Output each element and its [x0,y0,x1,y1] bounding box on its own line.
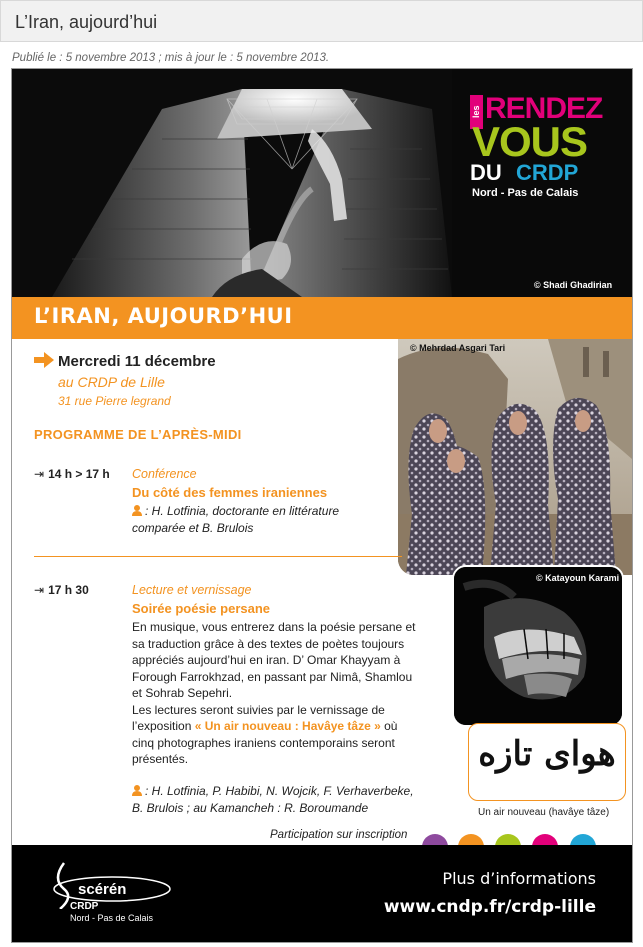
hands-photo-illustration [454,567,622,725]
logo-du: DU [470,160,502,185]
program-heading: PROGRAMME DE L’APRÈS-MIDI [34,427,242,442]
session2-description [132,619,462,768]
section-divider [34,556,402,557]
session2-line: Les lectures seront suivies par le vernissage de [132,702,385,717]
session1-speakers-line1: : H. Lotfinia, doctorante en littérature [145,504,340,518]
footer-region: Nord - Pas de Calais [70,913,154,923]
tab-arrow-icon: ⇥ [34,583,45,597]
footer-crdp: CRDP [70,901,99,912]
session1-title: Du côté des femmes iraniennes [132,485,328,500]
event-poster-image [11,68,633,943]
logo-vous: VOUS [472,118,588,165]
session1-category: Conférence [132,467,197,481]
arrow-right-icon [34,352,54,368]
women-photo-credit: © Mehrdad Asgari Tari [410,343,506,353]
sceren-logo [42,859,182,909]
session2-line: Forough Farrokhzad, en passant par Nimâ, Shamlou [132,669,413,684]
person-icon [132,505,142,516]
session1-time-text: 14 h > 17 h [48,467,110,481]
session2-category: Lecture et vernissage [132,583,252,597]
calligraphy-box [468,723,626,801]
article-title: L’Iran, aujourd’hui [15,12,158,32]
article-title-bar [0,0,643,42]
session2-time [34,583,89,597]
event-address: 31 rue Pierre legrand [58,394,171,408]
session2-speakers [132,783,414,816]
session2-line: et Sohrab Sepehri. [132,686,233,700]
expo-title: « Un air nouveau : Havâye tâze » [194,719,381,733]
session1-speakers [132,503,339,536]
expo-prefix: l’exposition [132,719,195,733]
tab-arrow-icon: ⇥ [34,467,45,481]
session2-line: cinq photographes iraniens contemporains seront [132,735,395,750]
hero-photo [12,69,632,297]
hands-photo [452,565,624,727]
logo-crdp: CRDP [516,160,579,185]
women-photo [398,339,632,575]
registration-note: Participation sur inscription [270,829,408,841]
session2-line: appréciés aujourd’hui en iran. D’ Omar Khayyam à [132,653,401,667]
calligraphy-caption: Un air nouveau (havâye tâze) [478,807,610,818]
session2-speakers-line1: : H. Lotfinia, P. Habibi, N. Wojcik, F. Verhaverbeke, [145,784,414,798]
persian-calligraphy: هوای تازه [478,734,616,774]
sceren-wordmark: scérén [78,881,127,898]
session2-title: Soirée poésie persane [132,601,271,616]
women-photo-illustration [398,339,632,575]
hands-photo-credit: © Katayoun Karami [536,573,620,583]
logo-les: les [470,95,483,129]
session2-line: sa traduction grâce à des textes de poètes toujours [132,636,405,651]
session2-speakers-line2: B. Brulois ; au Kamancheh : R. Boroumande [132,800,369,815]
person-icon [132,785,142,796]
website-url: www.cndp.fr/crdp-lille [383,897,596,917]
hero-credit: © Shadi Ghadirian [534,280,613,290]
logo-region: Nord - Pas de Calais [472,187,579,199]
session1-time [34,467,110,481]
band-title: L’IRAN, AUJOURD’HUI [34,304,293,328]
session2-time-text: 17 h 30 [48,583,89,597]
event-date: Mercredi 11 décembre [58,353,216,370]
poster-footer [12,845,632,943]
event-venue: au CRDP de Lille [58,374,165,390]
session2-line: présentés. [132,752,189,766]
title-band [12,297,632,339]
session1-speakers-line2: comparée et B. Brulois [132,520,254,535]
expo-suffix: où [380,719,398,733]
logo-rendez: RENDEZ [485,92,603,125]
more-info-label: Plus d’informations [442,869,596,888]
session2-line: En musique, vous entrerez dans la poésie persane et [132,620,416,634]
publication-date: Publié le : 5 novembre 2013 ; mis à jour le : 5 novembre 2013. [12,52,330,64]
